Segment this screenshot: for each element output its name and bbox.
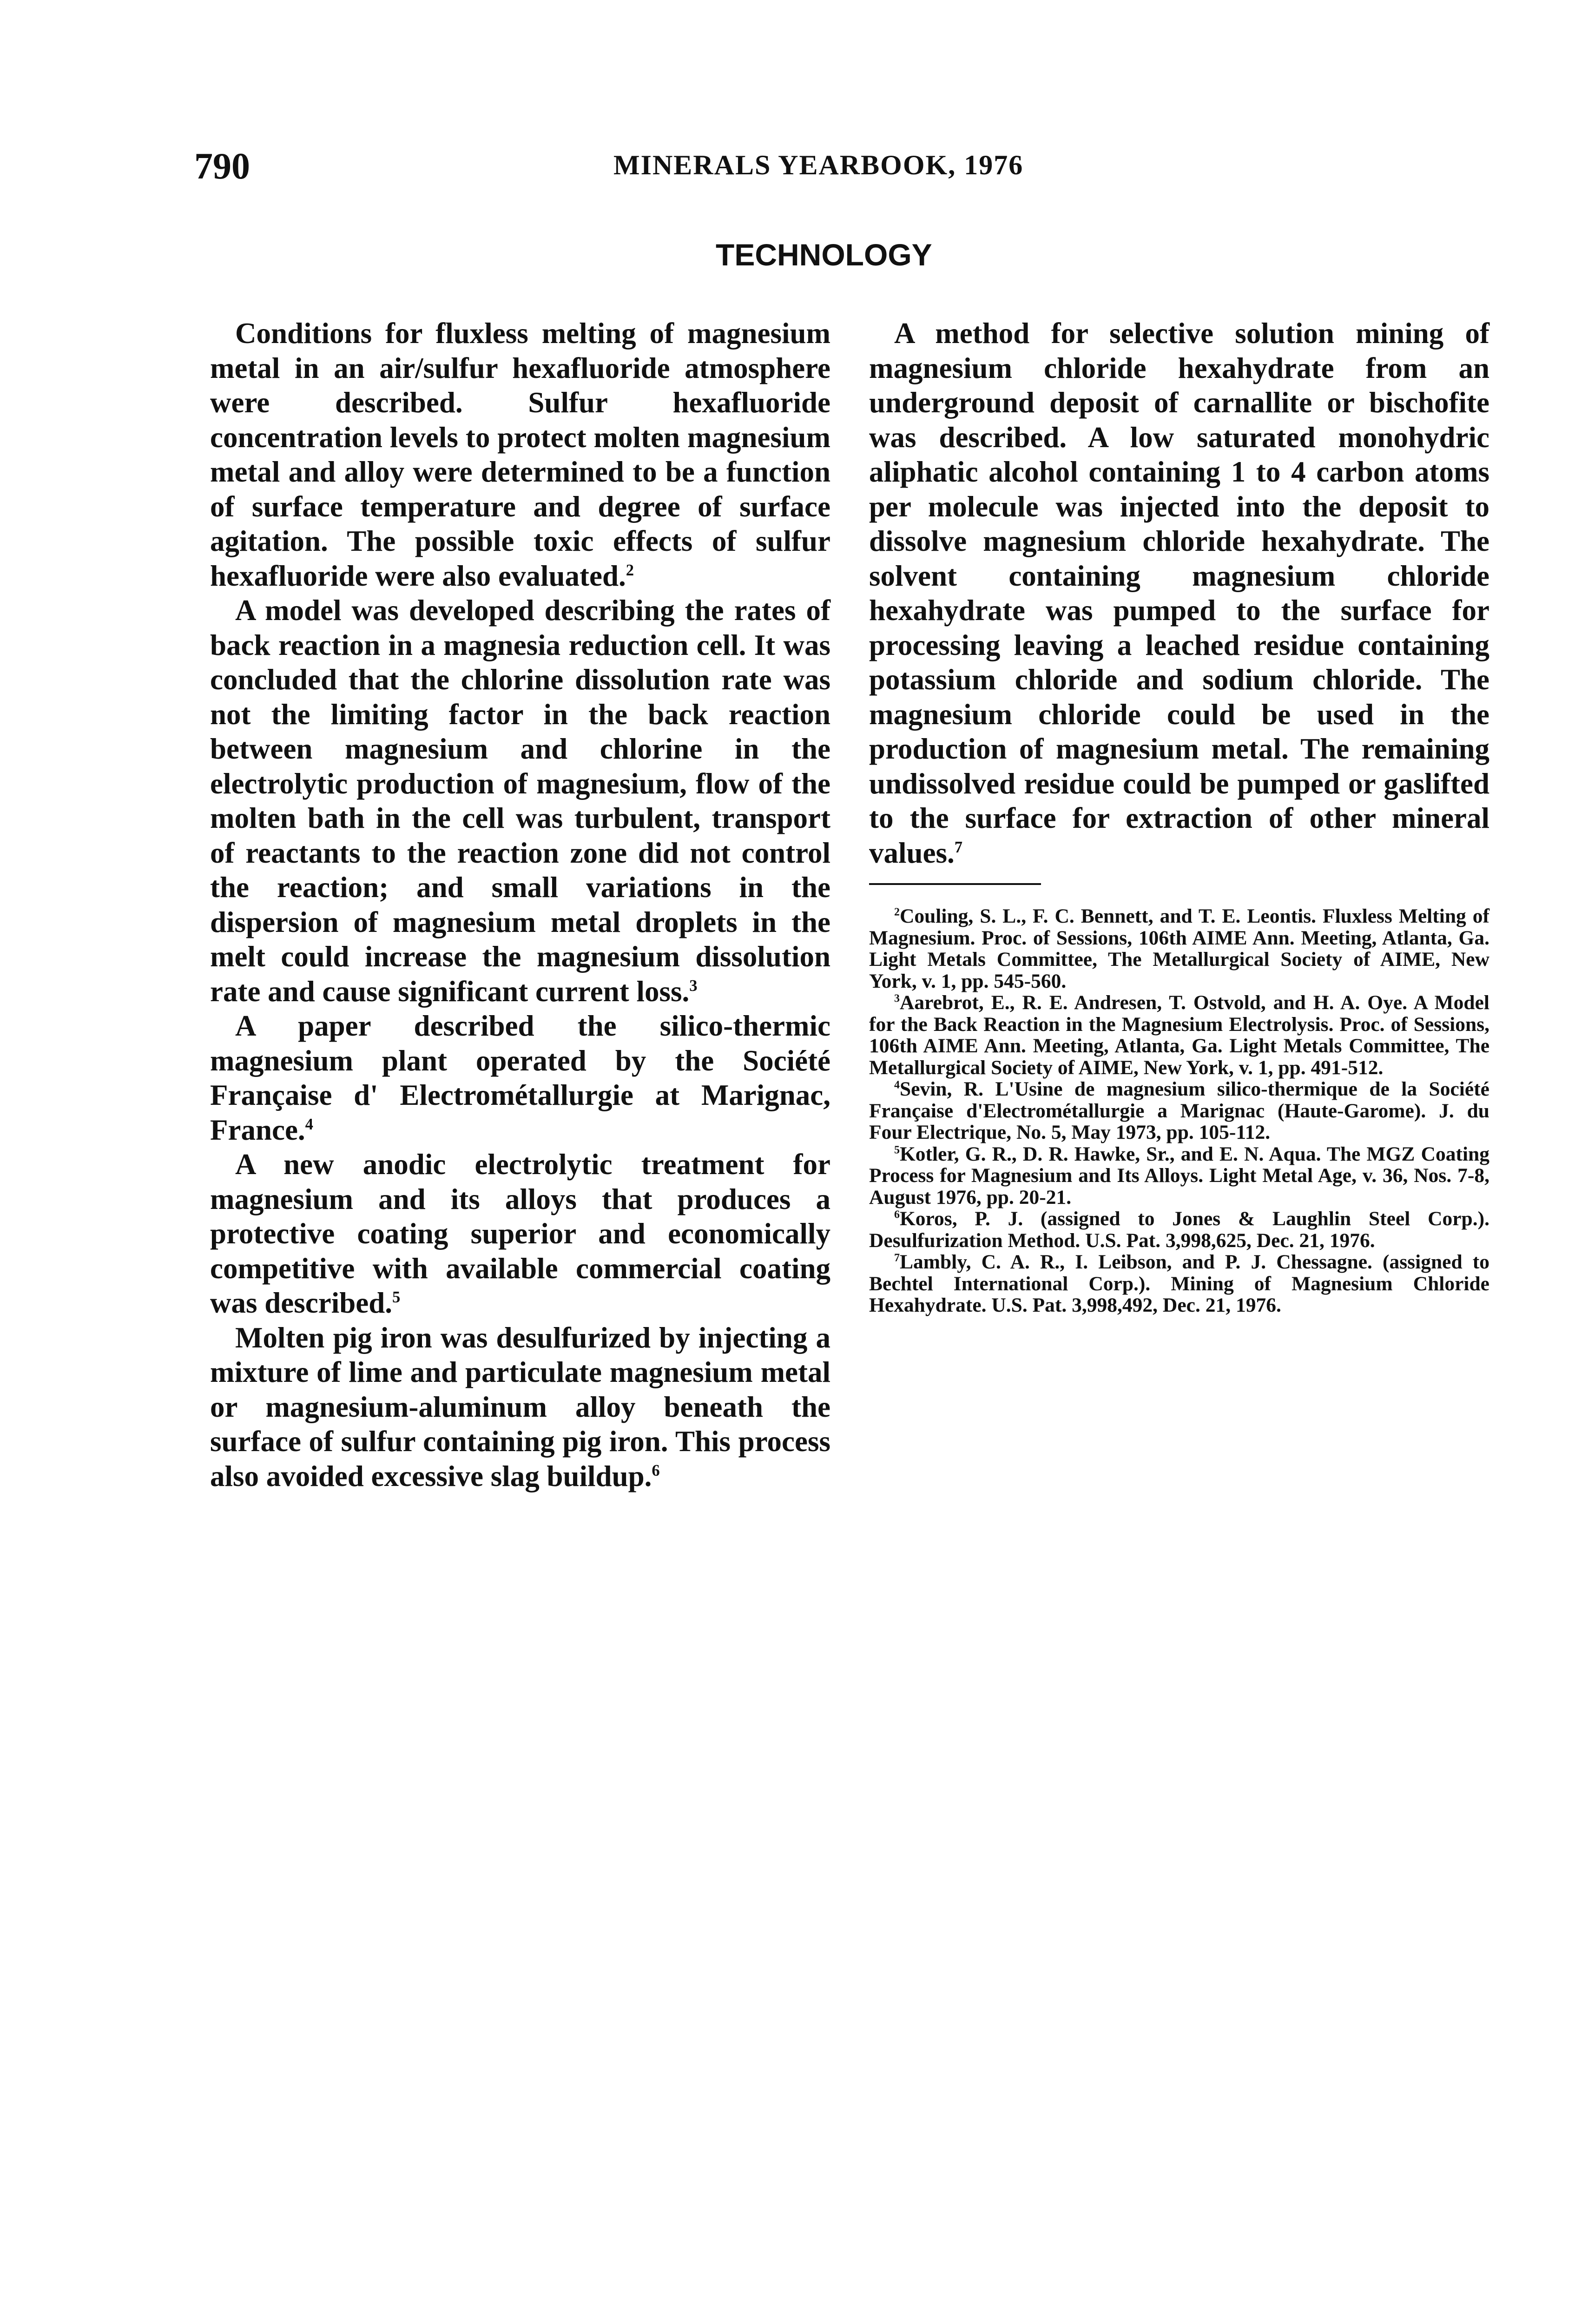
paragraph-text: A method for selective solution mining of magnesium chloride hexahydrate from an underground deposit of carnallite or bischofite was described. A low saturated monohydric aliphatic alcohol containing 1 to 4 carbon atoms per molecule was injected into the deposit to dissolve magnesium chloride hexahydrate. The solvent containing magnesium chloride hexahydrate was pumped to the surface for processing leaving a leached residue containing potassium chloride and sodium chloride. The magnesium chloride could be used in the production of magnesium metal. The remaining undissolved residue could be pumped or gaslifted to the surface for extraction of other mineral values. — [869, 317, 1489, 869]
footnote-text: Lambly, C. A. R., I. Leibson, and P. J. Chessagne. (assigned to Bechtel International Corp.). Mining of Magnesium Chloride Hexahydrate. U.S. Pat. 3,998,492, Dec. 21, 1976. — [869, 1251, 1489, 1316]
left-column — [210, 316, 830, 1493]
footnote-divider — [869, 883, 1041, 885]
footnotes — [869, 905, 1489, 1316]
section-heading: TECHNOLOGY — [716, 238, 932, 272]
body-paragraph — [210, 593, 830, 1009]
footnote — [869, 1143, 1489, 1208]
paragraph-text: Molten pig iron was desulfurized by injecting a mixture of lime and particulate magnesium metal or magnesium-aluminum alloy beneath the surface of sulfur containing pig iron. This process also avoided excessive slag buildup. — [210, 1321, 830, 1492]
footnote-text: Sevin, R. L'Usine de magnesium silico-thermique de la Société Française d'Electrométallurgie a Marignac (Haute-Garome). J. du Four Electrique, No. 5, May 1973, pp. 105-112. — [869, 1078, 1489, 1143]
body-paragraph — [210, 1147, 830, 1320]
footnote-ref: 3 — [689, 977, 698, 995]
footnote-ref: 7 — [954, 838, 963, 856]
footnote-ref: 6 — [652, 1461, 660, 1479]
footnote-ref: 5 — [392, 1288, 401, 1306]
footnote-number: 3 — [894, 992, 900, 1005]
body-paragraph — [210, 316, 830, 593]
paragraph-text: A new anodic electrolytic treatment for magnesium and its alloys that produces a protective coating superior and economically competitive with available commercial coating was described. — [210, 1148, 830, 1319]
footnote-ref: 2 — [626, 561, 634, 579]
body-paragraph — [210, 1009, 830, 1147]
footnote-ref: 4 — [305, 1115, 313, 1133]
page-number: 790 — [194, 146, 250, 187]
running-head: MINERALS YEARBOOK, 1976 — [613, 150, 1024, 180]
footnote — [869, 1251, 1489, 1316]
footnote-number: 4 — [894, 1079, 900, 1091]
paragraph-text: A model was developed describing the rates of back reaction in a magnesia reduction cell. It was concluded that the chlorine dissolution rate was not the limiting factor in the back reaction between magnesium and chlorine in the electrolytic production of magnesium, flow of the molten bath in the cell was turbulent, transport of reactants to the reaction zone did not control the reaction; and small variations in the dispersion of magnesium metal droplets in the melt could increase the magnesium dissolution rate and cause significant current loss. — [210, 594, 830, 1008]
footnote — [869, 992, 1489, 1078]
footnote-text: Couling, S. L., F. C. Bennett, and T. E. Leontis. Fluxless Melting of Magnesium. Proc. of Sessions, 106th AIME Ann. Meeting, Atlanta, Ga. Light Metals Committee, The Metallurgical Society of AIME, New York, v. 1, pp. 545-560. — [869, 905, 1489, 992]
footnote-number: 6 — [894, 1208, 900, 1221]
footnote — [869, 1078, 1489, 1143]
footnote-number: 7 — [894, 1252, 900, 1264]
footnote-number: 5 — [894, 1144, 900, 1156]
footnote — [869, 1208, 1489, 1251]
footnote-number: 2 — [894, 906, 900, 918]
paragraph-text: Conditions for fluxless melting of magnesium metal in an air/sulfur hexafluoride atmosphere were described. Sulfur hexafluoride concentration levels to protect molten magnesium metal and alloy were determined to be a function of surface temperature and degree of surface agitation. The possible toxic effects of sulfur hexafluoride were also evaluated. — [210, 317, 830, 592]
paragraph-text: A paper described the silico-thermic magnesium plant operated by the Société Française d' Electrométallurgie at Marignac, France. — [210, 1010, 830, 1146]
footnote — [869, 905, 1489, 992]
footnote-text: Kotler, G. R., D. R. Hawke, Sr., and E. N. Aqua. The MGZ Coating Process for Magnesium and Its Alloys. Light Metal Age, v. 36, Nos. 7-8, August 1976, pp. 20-21. — [869, 1142, 1489, 1208]
footnote-text: Aarebrot, E., R. E. Andresen, T. Ostvold, and H. A. Oye. A Model for the Back Reaction in the Magnesium Electrolysis. Proc. of Sessions, 106th AIME Ann. Meeting, Atlanta, Ga. Light Metals Committee, The Metallurgical Society of AIME, New York, v. 1, pp. 491-512. — [869, 991, 1489, 1079]
body-paragraph — [210, 1320, 830, 1494]
right-column — [869, 316, 1489, 1316]
body-paragraph — [869, 316, 1489, 870]
footnote-text: Koros, P. J. (assigned to Jones & Laughlin Steel Corp.). Desulfurization Method. U.S. Pat. 3,998,625, Dec. 21, 1976. — [869, 1208, 1489, 1252]
